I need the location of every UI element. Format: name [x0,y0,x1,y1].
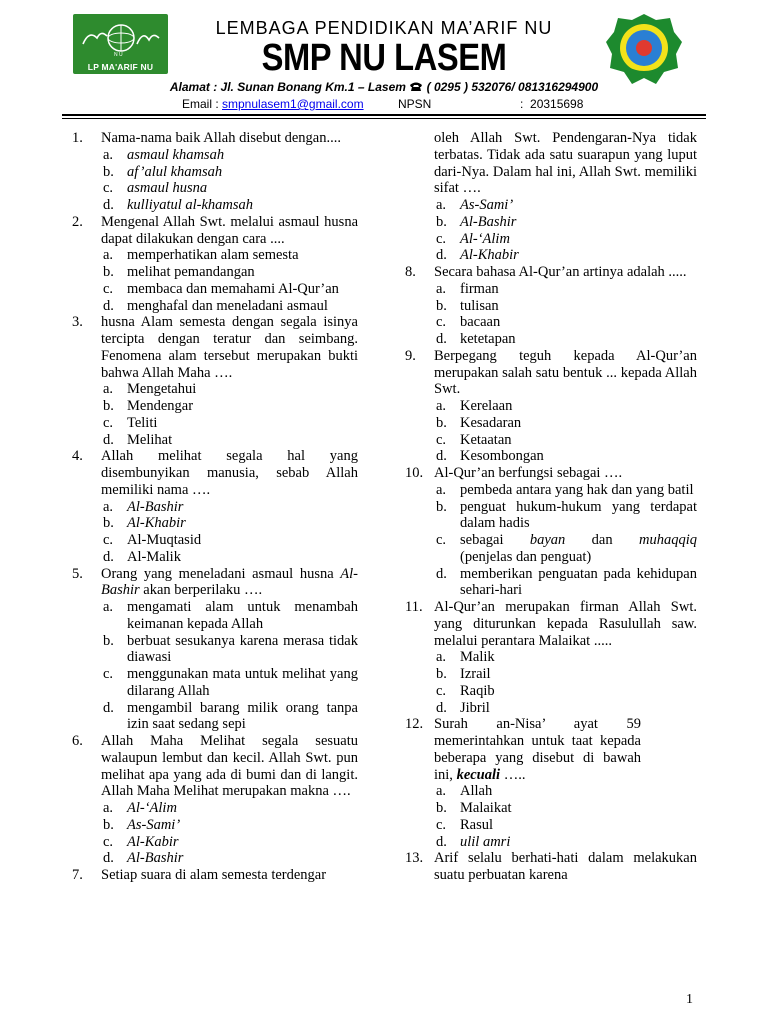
school-name: SMP NU LASEM [261,37,507,79]
option-a[interactable]: a. pembeda antara yang hak dan yang batil [436,481,694,498]
question-number: 2. [72,213,83,230]
school-emblem-logo [604,12,684,86]
npsn-label: NPSN [398,97,432,111]
address-text: Alamat : Jl. Sunan Bonang Km.1 – Lasem [169,80,406,94]
option-d[interactable]: d. Al-Bashir [103,850,184,867]
option-d[interactable]: d. memberikan penguatan pada kehidupan sehari-hari [436,565,697,599]
left-column [72,130,358,884]
question-text: Berpegang teguh kepada Al-Qur’an merupakan salah satu bentuk ... kepada Allah Swt. [434,347,697,398]
lp-maarif-nu-logo [73,14,168,74]
option-b[interactable]: b. Mendengar [103,398,194,414]
question-number: 3. [72,314,83,331]
option-c[interactable]: c. bacaan [436,314,501,331]
option-d[interactable]: d. ulil amri [436,833,511,850]
option-b[interactable]: b. melihat pemandangan [103,264,255,280]
question-number: 11. [405,599,423,615]
option-a[interactable]: a. memperhatikan alam semesta [103,247,299,264]
option-d[interactable]: d. ketetapan [436,331,516,347]
option-d[interactable]: d. Al-Khabir [436,247,519,264]
option-c[interactable]: c. Ketaatan [436,431,512,448]
option-a[interactable]: a. Al-‘Alim [103,800,177,816]
telephone-icon [409,81,423,92]
nu-emblem-icon [79,18,163,58]
question-9 [405,348,697,465]
question-text: Nama-nama baik Allah disebut dengan.... [101,130,341,146]
question-number: 13. [405,850,424,867]
option-b[interactable]: b. As-Sami’ [103,816,181,833]
question-3 [72,314,358,448]
option-c[interactable]: c. menggunakan mata untuk melihat yang dilarang Allah [103,666,358,699]
question-number: 4. [72,448,83,465]
option-d[interactable]: d. Jibril [436,699,490,716]
question-number: 9. [405,347,416,364]
question-4 [72,448,358,565]
option-a[interactable]: a. Mengetahui [103,381,197,398]
option-b[interactable]: b. af’alul khamsah [103,163,223,180]
question-number: 8. [405,264,416,280]
header-rule-thick [62,114,706,116]
option-c[interactable]: c. Raqib [436,682,495,699]
question-7-continued [405,130,697,264]
question-12 [405,716,697,850]
option-b[interactable]: b. tulisan [436,297,499,314]
question-text: Orang yang meneladani asmaul husna Al-Bashir akan berperilaku …. [101,565,358,599]
option-b[interactable]: b. Al-Bashir [436,213,517,230]
question-number: 6. [72,733,83,749]
question-11 [405,599,697,716]
question-8 [405,264,697,348]
option-a[interactable]: a. As-Sami’ [436,197,514,213]
option-d[interactable]: d. Melihat [103,431,173,448]
option-a[interactable]: a. Al-Bashir [103,498,184,515]
question-text: Setiap suara di alam semesta terdengar [101,867,327,883]
question-13 [405,850,697,884]
phone-numbers: ( 0295 ) 532076/ 081316294900 [426,80,599,94]
option-a[interactable]: a. firman [436,280,499,297]
npsn-colon: : [520,97,524,111]
header-rule-thin [62,118,706,119]
option-c[interactable]: c. asmaul husna [103,180,208,197]
email-link[interactable]: smpnulasem1@gmail.com [222,97,364,111]
option-c[interactable]: c. membaca dan memahami Al-Qur’an [103,280,339,297]
question-text: Mengenal Allah Swt. melalui asmaul husna dapat dilakukan dengan cara .... [101,213,358,247]
question-text: oleh Allah Swt. Pendengaran-Nya tidak terbatas. Tidak ada satu suarapun yang luput dari-Nya. Dalam hal ini, Allah Swt. memiliki sifat …. [434,130,697,197]
question-number: 10. [405,465,424,481]
option-c[interactable]: c. Teliti [103,414,158,431]
email-row [182,97,364,111]
option-c[interactable]: c. Rasul [436,816,494,833]
question-text: Secara bahasa Al-Qur’an artinya adalah ..... [434,264,687,280]
page-number: 1 [686,992,693,1007]
option-d[interactable]: d. mengambil barang milik orang tanpa izin saat sedang sepi [103,699,358,733]
right-column [405,130,697,884]
option-d[interactable]: d. menghafal dan meneladani asmaul [103,297,328,314]
option-a[interactable]: a. Kerelaan [436,398,513,414]
question-text: Allah melihat segala hal yang disembunyikan manusia, sebab Allah memiliki nama …. [101,448,358,498]
option-c[interactable]: c. Al-Muqtasid [103,532,202,548]
option-b[interactable]: b. Kesadaran [436,414,522,431]
institution-name: LEMBAGA PENDIDIKAN MA’ARIF NU [215,18,553,38]
option-a[interactable]: a. Allah [436,783,493,800]
option-a[interactable]: a. Malik [436,649,495,666]
option-d[interactable]: d. kulliyatul al-khamsah [103,197,254,213]
option-b[interactable]: b. penguat hukum-hukum yang terdapat dalam hadis [436,498,697,532]
question-text: Al-Qur’an berfungsi sebagai …. [434,465,623,481]
question-number: 1. [72,130,83,146]
school-address [160,80,608,94]
option-a[interactable]: a. mengamati alam untuk menambah keimanan kepada Allah [103,599,358,632]
logo-caption: LP MA'ARIF NU [87,62,154,72]
question-text: Allah Maha Melihat segala sesuatu walaupun lembut dan kecil. Allah Swt. pun melihat apa yang ada di bumi dan di langit. Allah Maha Melihat merupakan makna …. [101,733,358,800]
question-number: 5. [72,565,83,582]
question-text: Surah an-Nisa’ ayat 59 memerintahkan untuk taat kepada beberapa yang disebut di bawah ini, kecuali ….. [434,716,641,783]
svg-text:N U: N U [114,52,123,58]
question-2 [72,214,358,315]
option-d[interactable]: d. Al-Malik [103,548,181,565]
npsn-row [398,97,583,111]
option-c[interactable]: c. Al-Kabir [103,833,179,850]
option-a[interactable]: a. asmaul khamsah [103,146,225,163]
option-b[interactable]: b. Izrail [436,666,491,682]
question-7 [72,867,358,884]
question-text: husna Alam semesta dengan segala isinya tercipta dengan teratur dan seimbang. Fenomena alam tersebut merupakan bukti bahwa Allah Maha …. [101,314,358,381]
question-10 [405,465,697,599]
option-b[interactable]: b. berbuat sesukanya karena merasa tidak diawasi [103,632,358,666]
school-emblem-icon [604,12,684,86]
option-d[interactable]: d. Kesombongan [436,448,544,465]
option-b[interactable]: b. Al-Khabir [103,515,186,532]
npsn-value: 20315698 [530,97,584,111]
question-number: 7. [72,867,83,883]
option-b[interactable]: b. Malaikat [436,800,512,816]
email-label: Email : [182,97,223,111]
question-text: Arif selalu berhati-hati dalam melakukan suatu perbuatan karena [434,850,697,883]
question-5 [72,566,358,734]
question-number: 12. [405,716,424,733]
question-text: Al-Qur’an merupakan firman Allah Swt. yang diturunkan kepada Rasulullah saw. melalui perantara Malaikat ..... [434,599,697,649]
question-1 [72,130,358,214]
option-c[interactable]: c. sebagai bayan dan muhaqqiq (penjelas dan penguat) [436,532,697,565]
option-c[interactable]: c. Al-‘Alim [436,230,510,247]
question-6 [72,733,358,867]
